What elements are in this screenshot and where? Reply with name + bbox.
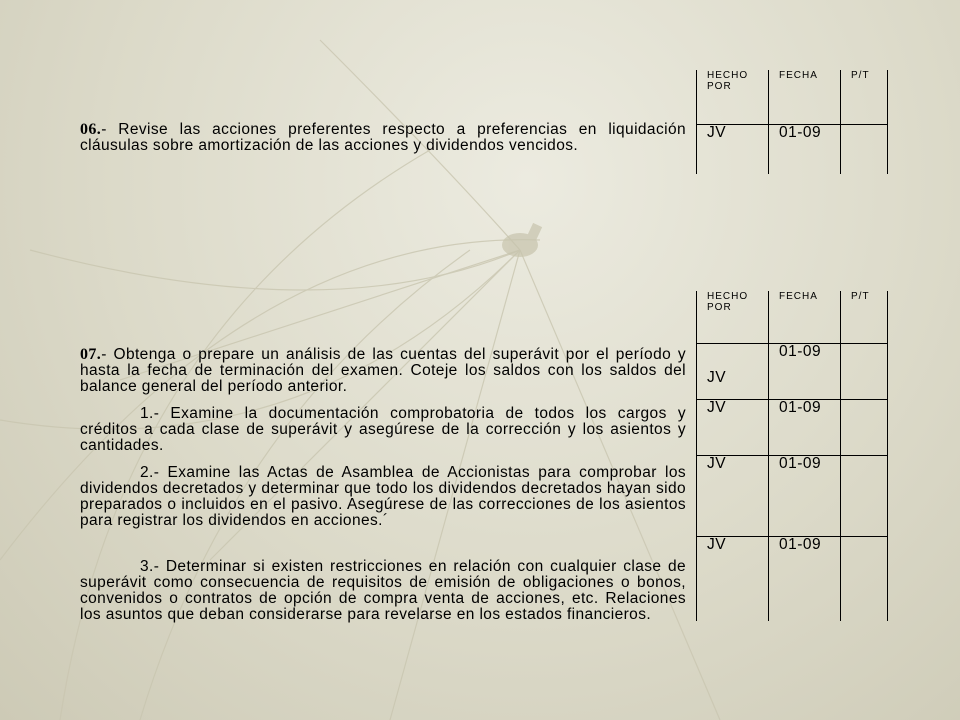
column-divider <box>768 291 769 621</box>
date-cell: 01-09 <box>779 455 822 472</box>
column-divider <box>768 70 769 174</box>
subitem-3: 3.- Determinar si existen restricciones en relación con cualquier clase de superávit como consecuencia de requisitos de emisión de obligaciones o bonos, convenidos o contratos de opción de compra venta de acciones, etc. Relaciones los asuntos que deban considerarse para revelarse en los estados financieros. <box>80 558 686 623</box>
done-by-cell: JV <box>707 124 727 141</box>
audit-item-07 <box>80 347 686 395</box>
item-text: - Revise las acciones preferentes respecto a preferencias en liquidación cláusulas sobre amortización de las acciones y dividendos vencidos. <box>80 121 686 154</box>
date-cell: 01-09 <box>779 124 822 141</box>
header-done-by: HECHO POR <box>707 70 749 92</box>
date-cell: 01-09 <box>779 536 822 553</box>
header-date: FECHA <box>779 291 818 302</box>
column-divider <box>840 291 841 621</box>
header-pt: P/T <box>851 70 870 81</box>
done-by-cell: JV <box>707 399 727 416</box>
item-number: 06. <box>80 121 102 138</box>
item-text: - Obtenga o prepare un análisis de las cuentas del superávit por el período y hasta la fecha de terminación del examen. Coteje los saldos con los saldos del balance general del período anterior. <box>80 346 686 395</box>
header-pt: P/T <box>851 291 870 302</box>
item-number: 07. <box>80 346 102 363</box>
audit-item-06 <box>80 122 686 154</box>
signoff-table-07 <box>696 291 888 621</box>
subitem-1: 1.- Examine la documentación comprobatoria de todos los cargos y créditos a cada clase de superávit y asegúrese de la corrección y los asientos y cantidades. <box>80 405 686 454</box>
done-by-cell: JV <box>707 536 727 553</box>
signoff-table-06 <box>696 70 888 174</box>
header-done-by: HECHO POR <box>707 291 749 313</box>
column-divider <box>840 70 841 174</box>
subitem-2: 2.- Examine las Actas de Asamblea de Accionistas para comprobar los dividendos decretados y determinar que todo los dividendos decretados hayan sido preparados o incluidos en el pasivo. Asegúrese de las correcciones de los asientos para registrar los dividendos en acciones.´ <box>80 464 686 529</box>
done-by-cell: JV <box>707 369 727 386</box>
date-cell: 01-09 <box>779 399 822 416</box>
done-by-cell: JV <box>707 455 727 472</box>
header-date: FECHA <box>779 70 818 81</box>
date-cell: 01-09 <box>779 343 822 360</box>
